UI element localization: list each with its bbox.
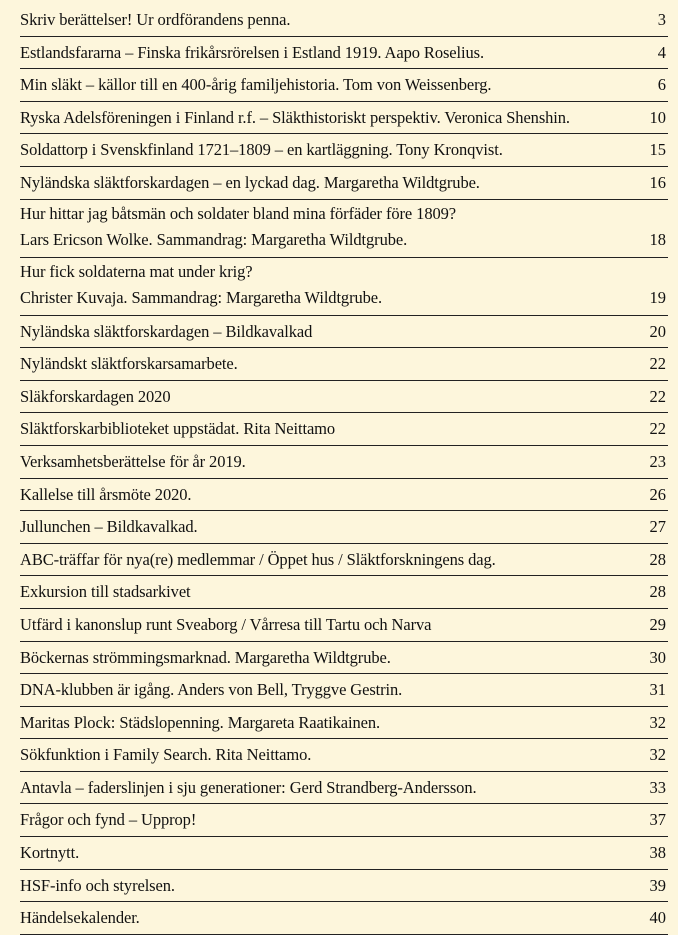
toc-entry-page-number: 19 xyxy=(649,287,666,307)
toc-entry-title: Nyländska släktforskardagen – en lyckad dag. Margaretha Wildtgrube. xyxy=(20,172,480,192)
toc-entry xyxy=(20,413,668,446)
toc-entry-title: Frågor och fynd – Upprop! xyxy=(20,810,197,830)
toc-entry xyxy=(20,642,668,675)
toc-entry-page-number: 23 xyxy=(649,451,666,471)
toc-entry-title: Sökfunktion i Family Search. Rita Neittamo. xyxy=(20,745,312,765)
toc-entry-title: Verksamhetsberättelse för år 2019. xyxy=(20,451,246,471)
toc-entry-title: Hur fick soldaterna mat under krig? xyxy=(20,261,253,281)
toc-entry-title: Böckernas strömmingsmarknad. Margaretha Wildtgrube. xyxy=(20,647,391,667)
toc-entry-page-number: 28 xyxy=(649,549,666,569)
toc-entry-title: ABC-träffar för nya(re) medlemmar / Öppet hus / Släktforskningens dag. xyxy=(20,549,496,569)
toc-entry-page-number: 40 xyxy=(649,908,666,928)
toc-entry-title: Nyländska släktforskardagen – Bildkavalkad xyxy=(20,321,313,341)
toc-entry-page-number: 38 xyxy=(649,843,666,863)
toc-entry xyxy=(20,772,668,805)
toc-entry-title: Antavla – faderslinjen i sju generationer: Gerd Strandberg-Andersson. xyxy=(20,777,477,797)
toc-entry-title: Exkursion till stadsarkivet xyxy=(20,582,191,602)
toc-entry xyxy=(20,544,668,577)
toc-entry xyxy=(20,37,668,70)
toc-entry-title: Estlandsfararna – Finska frikårsrörelsen i Estland 1919. Aapo Roselius. xyxy=(20,42,484,62)
toc-entry xyxy=(20,316,668,349)
toc-entry-page-number: 3 xyxy=(657,10,666,29)
toc-entry xyxy=(20,167,668,200)
toc-entry xyxy=(20,381,668,414)
toc-entry-title: Jullunchen – Bildkavalkad. xyxy=(20,517,198,537)
toc-entry xyxy=(20,609,668,642)
toc-entry-title: Min släkt – källor till en 400-årig familjehistoria. Tom von Weissenberg. xyxy=(20,75,492,95)
toc-entry-title: Släktforskarbiblioteket uppstädat. Rita Neittamo xyxy=(20,419,336,439)
toc-entry-title: HSF-info och styrelsen. xyxy=(20,875,175,895)
toc-entry-page-number: 15 xyxy=(649,140,666,160)
toc-entry-page-number: 20 xyxy=(649,321,666,341)
toc-entry-page-number: 32 xyxy=(649,712,666,732)
toc-entry-page-number: 22 xyxy=(649,386,666,406)
toc-entry-page-number: 28 xyxy=(649,582,666,602)
toc-entry-page-number: 30 xyxy=(649,647,666,667)
toc-entry-page-number: 6 xyxy=(657,75,666,95)
toc-entry-title: Släkforskardagen 2020 xyxy=(20,386,171,406)
toc-entry-page-number: 27 xyxy=(649,517,666,537)
toc-entry xyxy=(20,902,668,935)
toc-entry-page-number: 22 xyxy=(649,419,666,439)
toc-entry-page-number: 16 xyxy=(649,172,666,192)
toc-entry-title: Kallelse till årsmöte 2020. xyxy=(20,484,192,504)
toc-entry-page-number: 4 xyxy=(657,42,666,62)
toc-entry-title: Nyländskt släktforskarsamarbete. xyxy=(20,354,238,374)
toc-entry-page-number: 37 xyxy=(649,810,666,830)
toc-entry xyxy=(20,4,668,37)
toc-entry xyxy=(20,511,668,544)
toc-entry-page-number: 33 xyxy=(649,777,666,797)
toc-entry xyxy=(20,446,668,479)
toc-entry-title: Ryska Adelsföreningen i Finland r.f. – Släkthistoriskt perspektiv. Veronica Shenshin. xyxy=(20,107,570,127)
toc-entry-title: Utfärd i kanonslup runt Sveaborg / Vårresa till Tartu och Narva xyxy=(20,614,432,634)
toc-entry-title: Soldattorp i Svenskfinland 1721–1809 – en kartläggning. Tony Kronqvist. xyxy=(20,140,503,160)
toc-entry xyxy=(20,870,668,903)
toc-entry-title: DNA-klubben är igång. Anders von Bell, Tryggve Gestrin. xyxy=(20,680,403,700)
toc-entry-page-number: 39 xyxy=(649,875,666,895)
toc-entry xyxy=(20,739,668,772)
toc-entry-page-number: 22 xyxy=(649,354,666,374)
toc-entry-page-number: 29 xyxy=(649,614,666,634)
toc-entry xyxy=(20,674,668,707)
toc-entry-author: Lars Ericson Wolke. Sammandrag: Margaretha Wildtgrube. xyxy=(20,229,408,249)
toc-entry-page-number: 32 xyxy=(649,745,666,765)
toc-entry xyxy=(20,479,668,512)
toc-entry-title: Skriv berättelser! Ur ordförandens penna. xyxy=(20,10,291,29)
toc-entry-author: Christer Kuvaja. Sammandrag: Margaretha Wildtgrube. xyxy=(20,287,383,307)
toc-entry xyxy=(20,134,668,167)
toc-entry xyxy=(20,69,668,102)
toc-entry xyxy=(20,804,668,837)
toc-entry-page-number: 26 xyxy=(649,484,666,504)
toc-entry xyxy=(20,200,668,258)
toc-entry-title: Hur hittar jag båtsmän och soldater bland mina förfäder före 1809? xyxy=(20,203,456,223)
toc-entry-page-number: 18 xyxy=(649,229,666,249)
toc-entry-title: Maritas Plock: Städslopenning. Margareta Raatikainen. xyxy=(20,712,381,732)
toc-entry-title: Kortnytt. xyxy=(20,843,80,863)
toc-entry xyxy=(20,102,668,135)
toc-entry xyxy=(20,576,668,609)
toc-entry xyxy=(20,258,668,316)
toc-entry xyxy=(20,707,668,740)
toc-entry xyxy=(20,348,668,381)
toc-entry-page-number: 10 xyxy=(649,107,666,127)
toc-entry xyxy=(20,837,668,870)
toc-entry-title: Händelsekalender. xyxy=(20,908,140,928)
toc-entry-page-number: 31 xyxy=(649,680,666,700)
